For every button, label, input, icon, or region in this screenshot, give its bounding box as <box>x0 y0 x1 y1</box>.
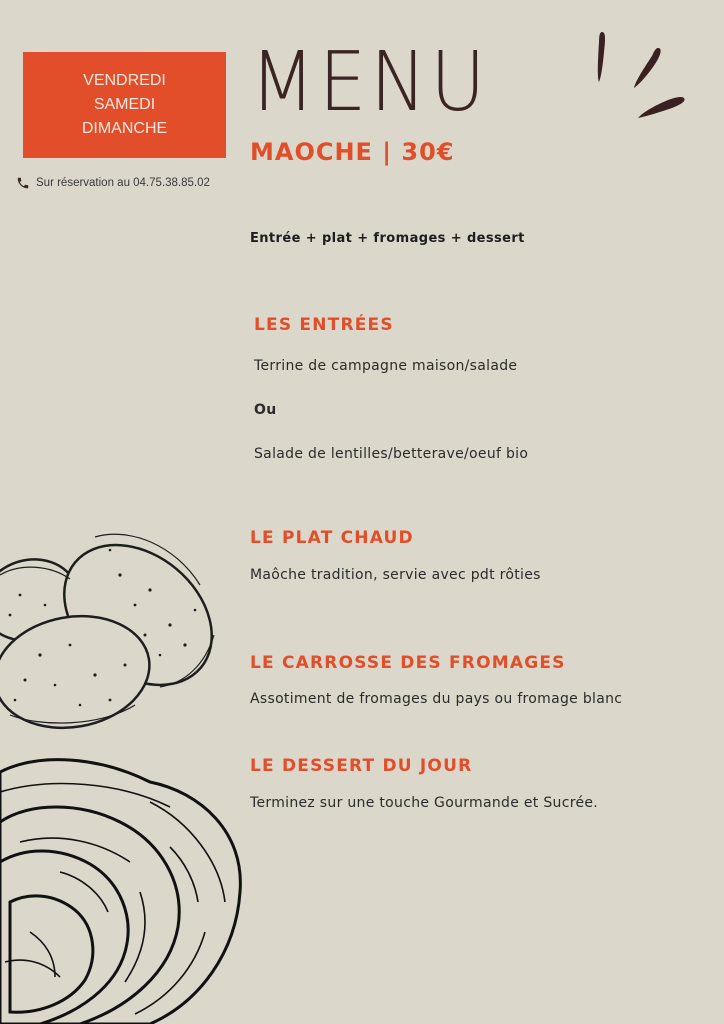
potatoes-illustration <box>0 505 232 737</box>
entree-item-2: Salade de lentilles/betterave/oeuf bio <box>254 446 529 462</box>
entree-item-1: Terrine de campagne maison/salade <box>254 358 518 374</box>
day-saturday: SAMEDI <box>93 96 156 113</box>
fromages-item-1: Assotiment de fromages du pays ou fromage blanc <box>250 691 623 707</box>
formula-price: MAOCHE | 30€ <box>250 138 455 166</box>
section-title-dessert: LE DESSERT DU JOUR <box>250 756 473 776</box>
days-badge <box>23 52 226 158</box>
reservation-text: Sur réservation au 04.75.38.85.02 <box>36 177 210 189</box>
section-title-entrees: LES ENTRÉES <box>254 315 394 335</box>
cabbage-illustration <box>0 752 250 1024</box>
reservation-line <box>16 176 210 190</box>
section-title-fromages: LE CARROSSE DES FROMAGES <box>250 653 566 673</box>
sparkle-strokes-icon <box>588 28 688 124</box>
menu-summary: Entrée + plat + fromages + dessert <box>250 231 525 246</box>
page-title: MENU <box>250 35 490 130</box>
phone-icon <box>16 176 30 190</box>
dessert-item-1: Terminez sur une touche Gourmande et Sucrée. <box>250 795 599 811</box>
entree-separator: Ou <box>254 402 277 418</box>
day-sunday: DIMANCHE <box>81 120 168 137</box>
plat-item-1: Maôche tradition, servie avec pdt rôties <box>250 567 541 583</box>
day-friday: VENDREDI <box>83 72 166 89</box>
section-title-plat: LE PLAT CHAUD <box>250 528 414 548</box>
